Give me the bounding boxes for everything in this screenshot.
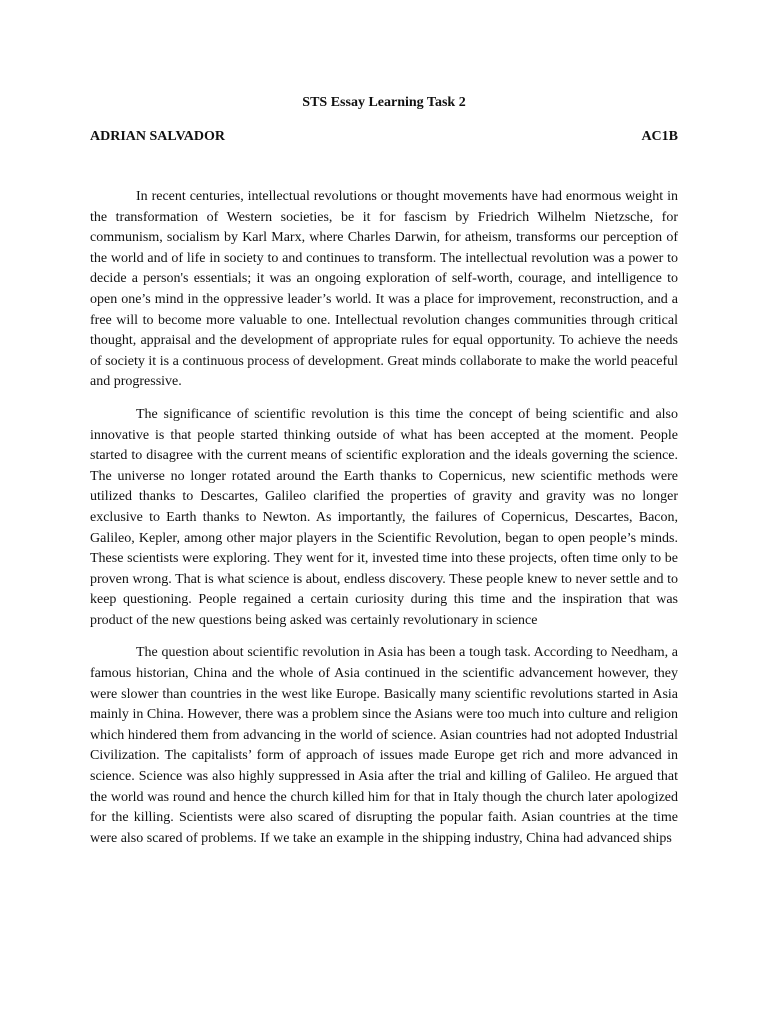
section-code: AC1B	[641, 129, 678, 144]
essay-body	[90, 187, 678, 861]
paragraph-1: In recent centuries, intellectual revolutions or thought movements have had enormous weight in the transformation of Western societies, be it for fascism by Friedrich Wilhelm Nietzsche, for communism, socialism by Karl Marx, where Charles Darwin, for atheism, transforms our perception of the world and of life in society to and continues to transform. The intellectual revolution was a power to decide a person's essentials; it was an ongoing exploration of self-worth, courage, and intelligence to open one’s mind in the oppressive leader’s world. It was a place for improvement, reconstruction, and a free will to become more valuable to one. Intellectual revolution changes communities through critical thought, appraisal and the development of appropriate rules for equal opportunity. To achieve the needs of society it is a continuous process of development. Great minds collaborate to make the world peaceful and progressive.	[90, 189, 678, 390]
document-title: STS Essay Learning Task 2	[302, 95, 466, 110]
author-row	[90, 128, 678, 146]
author-name: ADRIAN SALVADOR	[90, 129, 225, 144]
paragraph-3: The question about scientific revolution in Asia has been a tough task. According to Needham, a famous historian, China and the whole of Asia continued in the scientific advancement however, they were slower than countries in the west like Europe. Basically many scientific revolutions started in Asia mainly in China. However, there was a problem since the Asians were too much into culture and religion which hindered them from advancing in the world of science. Asian countries had not adopted Industrial Civilization. The capitalists’ form of approach of issues made Europe get rich and more advanced in science. Science was also highly suppressed in Asia after the trial and killing of Galileo. He argued that the world was round and hence the church killed him for that in Italy though the church later apologized for the killing. Scientists were also scared of disrupting the popular faith. Asian countries at the time were also scared of problems. If we take an example in the shipping industry, China had advanced ships	[90, 645, 678, 846]
paragraph-2: The significance of scientific revolution is this time the concept of being scientific and also innovative is that people started thinking outside of what has been accepted at the moment. People started to disagree with the current means of scientific exploration and the ideals governing the science. The universe no longer rotated around the Earth thanks to Copernicus, new scientific methods were utilized thanks to Descartes, Galileo clarified the properties of gravity and gravity was no longer exclusive to Earth thanks to Newton. As importantly, the failures of Copernicus, Descartes, Bacon, Galileo, Kepler, among other major players in the Scientific Revolution, began to open people’s minds. These scientists were exploring. They went for it, invested time into these projects, often time only to be proven wrong. That is what science is about, endless discovery. These people knew to never settle and to keep questioning. People regained a certain curiosity during this time and the inspiration that was product of the new questions being asked was certainly revolutionary in science	[90, 406, 678, 628]
